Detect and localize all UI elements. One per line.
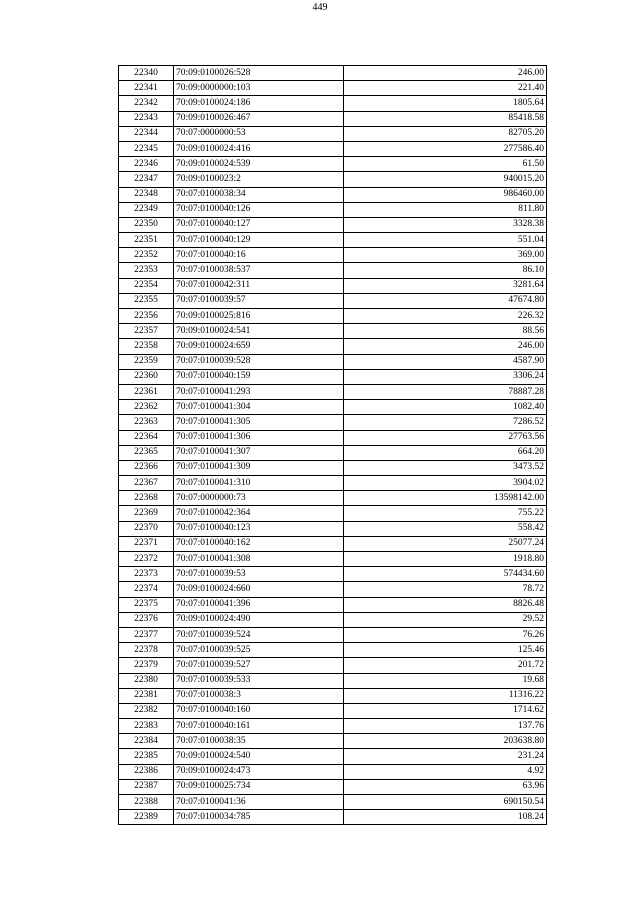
table-row	[119, 506, 547, 521]
cadastral-number-cell: 70:07:0100040:162	[174, 536, 344, 551]
value-cell: 551.04	[344, 233, 547, 248]
cadastral-number-cell: 70:07:0100040:159	[174, 369, 344, 384]
row-number-cell: 22368	[119, 491, 174, 506]
row-number-cell: 22345	[119, 141, 174, 156]
value-cell: 755.22	[344, 506, 547, 521]
row-number-cell: 22384	[119, 734, 174, 749]
row-number-cell: 22343	[119, 111, 174, 126]
table-row	[119, 217, 547, 232]
row-number-cell: 22370	[119, 521, 174, 536]
row-number-cell: 22349	[119, 202, 174, 217]
row-number-cell: 22372	[119, 552, 174, 567]
table-row	[119, 749, 547, 764]
cadastral-number-cell: 70:09:0100025:816	[174, 309, 344, 324]
row-number-cell: 22382	[119, 703, 174, 718]
cadastral-number-cell: 70:07:0100040:127	[174, 217, 344, 232]
cadastral-number-cell: 70:09:0100024:539	[174, 157, 344, 172]
value-cell: 108.24	[344, 810, 547, 825]
value-cell: 137.76	[344, 719, 547, 734]
value-cell: 8826.48	[344, 597, 547, 612]
row-number-cell: 22374	[119, 582, 174, 597]
value-cell: 664.20	[344, 445, 547, 460]
page-number: 449	[312, 2, 328, 13]
value-cell: 3904.02	[344, 476, 547, 491]
value-cell: 203638.80	[344, 734, 547, 749]
table-body	[119, 66, 547, 825]
table-row	[119, 643, 547, 658]
cadastral-number-cell: 70:09:0100024:186	[174, 96, 344, 111]
row-number-cell: 22359	[119, 354, 174, 369]
row-number-cell: 22385	[119, 749, 174, 764]
cadastral-number-cell: 70:07:0100039:527	[174, 658, 344, 673]
cadastral-number-cell: 70:07:0100039:57	[174, 293, 344, 308]
table-row	[119, 491, 547, 506]
cadastral-number-cell: 70:09:0100024:416	[174, 141, 344, 156]
cadastral-number-cell: 70:07:0100041:293	[174, 384, 344, 399]
table-row	[119, 278, 547, 293]
cadastral-number-cell: 70:09:0100025:734	[174, 779, 344, 794]
value-cell: 3473.52	[344, 460, 547, 475]
row-number-cell: 22363	[119, 415, 174, 430]
table-row	[119, 339, 547, 354]
value-cell: 558.42	[344, 521, 547, 536]
table-row	[119, 476, 547, 491]
value-cell: 246.00	[344, 339, 547, 354]
value-cell: 690150.54	[344, 795, 547, 810]
cadastral-number-cell: 70:09:0100024:490	[174, 612, 344, 627]
table-row	[119, 384, 547, 399]
cadastral-number-cell: 70:07:0100034:785	[174, 810, 344, 825]
table-row	[119, 703, 547, 718]
value-cell: 369.00	[344, 248, 547, 263]
cadastral-number-cell: 70:09:0100024:660	[174, 582, 344, 597]
table-row	[119, 354, 547, 369]
table-row	[119, 552, 547, 567]
cadastral-number-cell: 70:07:0100038:35	[174, 734, 344, 749]
table-row	[119, 369, 547, 384]
cadastral-number-cell: 70:07:0100039:528	[174, 354, 344, 369]
value-cell: 3328.38	[344, 217, 547, 232]
row-number-cell: 22357	[119, 324, 174, 339]
row-number-cell: 22351	[119, 233, 174, 248]
cadastral-number-cell: 70:07:0100041:309	[174, 460, 344, 475]
value-cell: 63.96	[344, 779, 547, 794]
row-number-cell: 22375	[119, 597, 174, 612]
table-row	[119, 111, 547, 126]
cadastral-number-cell: 70:07:0100042:364	[174, 506, 344, 521]
value-cell: 231.24	[344, 749, 547, 764]
table-row	[119, 734, 547, 749]
value-cell: 4587.90	[344, 354, 547, 369]
row-number-cell: 22360	[119, 369, 174, 384]
value-cell: 88.56	[344, 324, 547, 339]
table-row	[119, 141, 547, 156]
cadastral-number-cell: 70:07:0100040:129	[174, 233, 344, 248]
cadastral-number-cell: 70:09:0000000:103	[174, 81, 344, 96]
table-row	[119, 779, 547, 794]
value-cell: 201.72	[344, 658, 547, 673]
cadastral-number-cell: 70:09:0100024:541	[174, 324, 344, 339]
cadastral-number-cell: 70:07:0100039:524	[174, 627, 344, 642]
value-cell: 1082.40	[344, 400, 547, 415]
table-row	[119, 430, 547, 445]
row-number-cell: 22346	[119, 157, 174, 172]
value-cell: 246.00	[344, 66, 547, 81]
table-row	[119, 688, 547, 703]
row-number-cell: 22369	[119, 506, 174, 521]
cadastral-number-cell: 70:07:0100040:123	[174, 521, 344, 536]
value-cell: 11316.22	[344, 688, 547, 703]
value-cell: 86.10	[344, 263, 547, 278]
row-number-cell: 22348	[119, 187, 174, 202]
row-number-cell: 22366	[119, 460, 174, 475]
table-row	[119, 521, 547, 536]
value-cell: 221.40	[344, 81, 547, 96]
cadastral-number-cell: 70:07:0100039:53	[174, 567, 344, 582]
row-number-cell: 22365	[119, 445, 174, 460]
value-cell: 4.92	[344, 764, 547, 779]
row-number-cell: 22387	[119, 779, 174, 794]
value-cell: 3281.64	[344, 278, 547, 293]
cadastral-number-cell: 70:09:0100024:659	[174, 339, 344, 354]
row-number-cell: 22379	[119, 658, 174, 673]
table-row	[119, 233, 547, 248]
cadastral-number-cell: 70:07:0100038:34	[174, 187, 344, 202]
value-cell: 78.72	[344, 582, 547, 597]
cadastral-number-cell: 70:09:0100024:473	[174, 764, 344, 779]
cadastral-number-cell: 70:07:0100040:16	[174, 248, 344, 263]
cadastral-number-cell: 70:09:0100026:467	[174, 111, 344, 126]
cadastral-number-cell: 70:09:0100026:528	[174, 66, 344, 81]
cadastral-number-cell: 70:07:0100040:161	[174, 719, 344, 734]
table-row	[119, 248, 547, 263]
row-number-cell: 22389	[119, 810, 174, 825]
row-number-cell: 22386	[119, 764, 174, 779]
value-cell: 76.26	[344, 627, 547, 642]
value-cell: 574434.60	[344, 567, 547, 582]
table-row	[119, 445, 547, 460]
table-row	[119, 627, 547, 642]
value-cell: 3306.24	[344, 369, 547, 384]
table-row	[119, 400, 547, 415]
value-cell: 29.52	[344, 612, 547, 627]
cadastral-number-cell: 70:09:0100024:540	[174, 749, 344, 764]
value-cell: 277586.40	[344, 141, 547, 156]
table-row	[119, 795, 547, 810]
table-row	[119, 157, 547, 172]
value-cell: 27763.56	[344, 430, 547, 445]
table-row	[119, 567, 547, 582]
cadastral-number-cell: 70:07:0100040:160	[174, 703, 344, 718]
row-number-cell: 22352	[119, 248, 174, 263]
value-cell: 85418.58	[344, 111, 547, 126]
cadastral-number-cell: 70:07:0000000:73	[174, 491, 344, 506]
row-number-cell: 22388	[119, 795, 174, 810]
row-number-cell: 22361	[119, 384, 174, 399]
value-cell: 986460.00	[344, 187, 547, 202]
row-number-cell: 22377	[119, 627, 174, 642]
table-row	[119, 202, 547, 217]
row-number-cell: 22380	[119, 673, 174, 688]
cadastral-value-table	[118, 65, 547, 825]
table-row	[119, 96, 547, 111]
value-cell: 78887.28	[344, 384, 547, 399]
value-cell: 125.46	[344, 643, 547, 658]
row-number-cell: 22373	[119, 567, 174, 582]
table-row	[119, 415, 547, 430]
cadastral-number-cell: 70:07:0100042:311	[174, 278, 344, 293]
row-number-cell: 22341	[119, 81, 174, 96]
cadastral-number-cell: 70:07:0100041:306	[174, 430, 344, 445]
value-cell: 25077.24	[344, 536, 547, 551]
cadastral-number-cell: 70:09:0100023:2	[174, 172, 344, 187]
table-row	[119, 460, 547, 475]
table-row	[119, 172, 547, 187]
value-cell: 61.50	[344, 157, 547, 172]
cadastral-number-cell: 70:07:0000000:53	[174, 126, 344, 141]
table-row	[119, 536, 547, 551]
row-number-cell: 22367	[119, 476, 174, 491]
cadastral-number-cell: 70:07:0100040:126	[174, 202, 344, 217]
value-cell: 82705.20	[344, 126, 547, 141]
table-row	[119, 719, 547, 734]
table-row	[119, 81, 547, 96]
row-number-cell: 22354	[119, 278, 174, 293]
cadastral-number-cell: 70:07:0100041:396	[174, 597, 344, 612]
cadastral-number-cell: 70:07:0100041:36	[174, 795, 344, 810]
value-cell: 1918.80	[344, 552, 547, 567]
cadastral-number-cell: 70:07:0100041:307	[174, 445, 344, 460]
row-number-cell: 22381	[119, 688, 174, 703]
row-number-cell: 22347	[119, 172, 174, 187]
value-cell: 1714.62	[344, 703, 547, 718]
table-row	[119, 324, 547, 339]
value-cell: 7286.52	[344, 415, 547, 430]
table-row	[119, 810, 547, 825]
cadastral-number-cell: 70:07:0100039:525	[174, 643, 344, 658]
row-number-cell: 22383	[119, 719, 174, 734]
row-number-cell: 22371	[119, 536, 174, 551]
row-number-cell: 22358	[119, 339, 174, 354]
value-cell: 940015.20	[344, 172, 547, 187]
value-cell: 19.68	[344, 673, 547, 688]
table-row	[119, 597, 547, 612]
table-row	[119, 673, 547, 688]
table-row	[119, 263, 547, 278]
table-row	[119, 293, 547, 308]
value-cell: 1805.64	[344, 96, 547, 111]
row-number-cell: 22353	[119, 263, 174, 278]
table-row	[119, 66, 547, 81]
row-number-cell: 22356	[119, 309, 174, 324]
row-number-cell: 22362	[119, 400, 174, 415]
cadastral-number-cell: 70:07:0100038:537	[174, 263, 344, 278]
table-row	[119, 309, 547, 324]
value-cell: 47674.80	[344, 293, 547, 308]
cadastral-number-cell: 70:07:0100039:533	[174, 673, 344, 688]
table-row	[119, 582, 547, 597]
table-row	[119, 612, 547, 627]
cadastral-number-cell: 70:07:0100041:305	[174, 415, 344, 430]
row-number-cell: 22376	[119, 612, 174, 627]
table-row	[119, 658, 547, 673]
cadastral-number-cell: 70:07:0100041:308	[174, 552, 344, 567]
value-cell: 811.80	[344, 202, 547, 217]
row-number-cell: 22355	[119, 293, 174, 308]
row-number-cell: 22364	[119, 430, 174, 445]
cadastral-number-cell: 70:07:0100041:304	[174, 400, 344, 415]
row-number-cell: 22350	[119, 217, 174, 232]
row-number-cell: 22342	[119, 96, 174, 111]
row-number-cell: 22340	[119, 66, 174, 81]
table-row	[119, 187, 547, 202]
value-cell: 13598142.00	[344, 491, 547, 506]
table-row	[119, 764, 547, 779]
cadastral-number-cell: 70:07:0100041:310	[174, 476, 344, 491]
cadastral-number-cell: 70:07:0100038:3	[174, 688, 344, 703]
row-number-cell: 22378	[119, 643, 174, 658]
value-cell: 226.32	[344, 309, 547, 324]
table-row	[119, 126, 547, 141]
row-number-cell: 22344	[119, 126, 174, 141]
